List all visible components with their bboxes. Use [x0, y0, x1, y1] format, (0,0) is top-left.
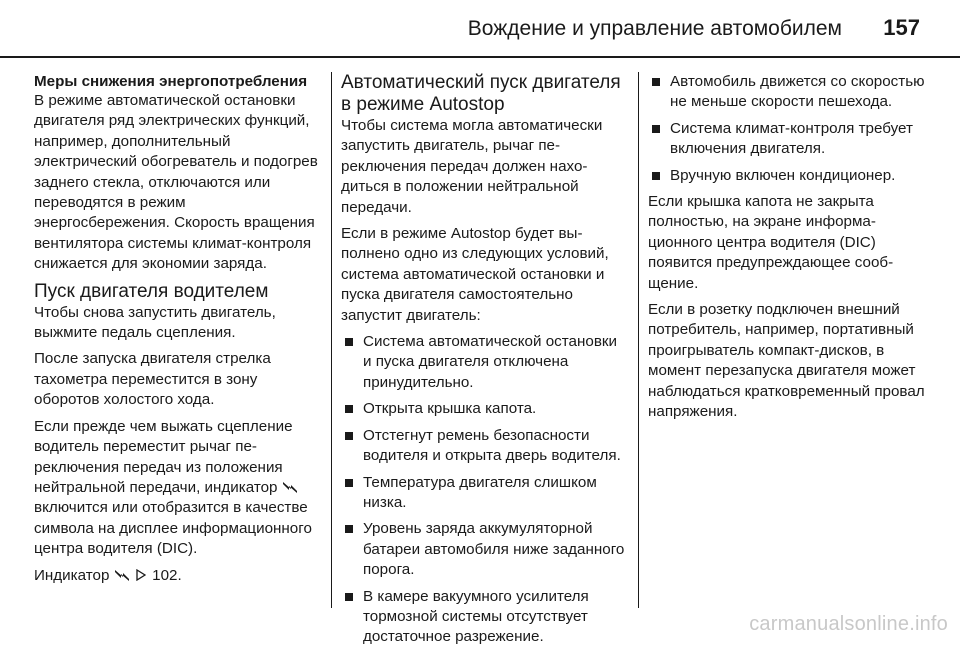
shift-indicator-icon	[114, 568, 130, 582]
driver-start-p2: После запуска двигателя стрелка тахометра переместится в зону оборотов холостого хода.	[34, 350, 271, 409]
column-2	[341, 72, 629, 654]
list-item: Температура двигателя слишком низка.	[341, 473, 629, 514]
bullet-icon	[345, 405, 353, 413]
header-title: Вождение и управление автомобилем	[467, 17, 842, 40]
energy-text: В режиме автоматической остановки двигателя ряд электрических функций, например, дополнительный электрический обогреватель и подогрев заднего стекла, отключаются или переводятся в режим энергосбережения. Скорость вращения вентилятора системы климат-контроля снижается для экономии заряда.	[34, 92, 318, 273]
column-1	[34, 72, 322, 592]
column-divider-2	[638, 72, 639, 608]
shift-indicator-icon	[282, 480, 298, 494]
page-header	[0, 0, 960, 56]
list-item: Вручную включен кондиционер.	[648, 166, 928, 186]
bullet-icon	[345, 338, 353, 346]
bullet-icon	[652, 172, 660, 180]
bullet-icon	[345, 593, 353, 601]
list-item: Система климат-контроля требует включения двигателя.	[648, 119, 928, 160]
column-divider-1	[331, 72, 332, 608]
watermark: carmanualsonline.info	[749, 613, 948, 635]
page-number: 157	[883, 15, 920, 40]
hood-warning-text: Если крышка капота не закрыта полностью, на экране информационного центра водителя (DIC) появится предупреждающее сообщение.	[648, 193, 894, 292]
list-item: Открыта крышка капота.	[341, 399, 629, 419]
driver-start-p3-b: включится или отобразится в качестве символа на дисплее информационного центра водителя (DIC).	[34, 499, 312, 558]
indicator-reference	[34, 566, 322, 586]
bullet-icon	[652, 78, 660, 86]
list-item: В камере вакуумного усилителя тормозной системы отсутствует достаточное разрежение.	[341, 587, 629, 648]
driver-start-p1: Чтобы снова запустить двигатель, выжмите педаль сцепления.	[34, 303, 276, 342]
page-reference-icon	[136, 569, 146, 581]
column-3	[648, 72, 928, 429]
driver-start-p3-a: Если прежде чем выжать сцепление водитель переместит рычаг переключения передач из положения нейтральной передачи, индикатор	[34, 417, 293, 496]
driver-start-p3	[34, 417, 322, 560]
driver-start-heading: Пуск двигателя водителем	[34, 280, 269, 302]
bullet-icon	[345, 432, 353, 440]
bullet-icon	[345, 479, 353, 487]
indicator-page-ref: 102.	[152, 566, 182, 584]
list-item: Уровень заряда аккумуляторной батареи автомобиля ниже заданного порога.	[341, 519, 629, 580]
bullet-icon	[652, 125, 660, 133]
autostart-p2: Если в режиме Autostop будет выполнено одно из следующих условий, система автоматической остановки и пуска двигателя самостоятельно запустит двигатель:	[341, 225, 609, 324]
autostart-conditions	[341, 332, 629, 648]
autostart-heading: Автоматический пуск двигателя в режиме Autostop	[341, 72, 621, 115]
indicator-label: Индикатор	[34, 566, 110, 584]
autostart-p1: Чтобы система могла автоматически запустить двигатель, рычаг переключения передач должен находиться в положении нейтральной передачи.	[341, 117, 603, 216]
list-item: Автомобиль движется со скоростью не меньше скорости пешехода.	[648, 72, 928, 113]
consumer-warning-text: Если в розетку подключен внешний потребитель, например, портативный проигрыватель компакт-дисков, в момент перезапуска двигателя может наблюдаться кратковременный провал напряжения.	[648, 301, 925, 421]
autostart-conditions-continued	[648, 72, 928, 186]
list-item: Отстегнут ремень безопасности водителя и открыта дверь водителя.	[341, 426, 629, 467]
header-rule	[0, 56, 960, 58]
bullet-icon	[345, 525, 353, 533]
list-item: Система автоматической остановки и пуска двигателя отключена принудительно.	[341, 332, 629, 393]
energy-heading: Меры снижения энергопотребления	[34, 73, 308, 90]
